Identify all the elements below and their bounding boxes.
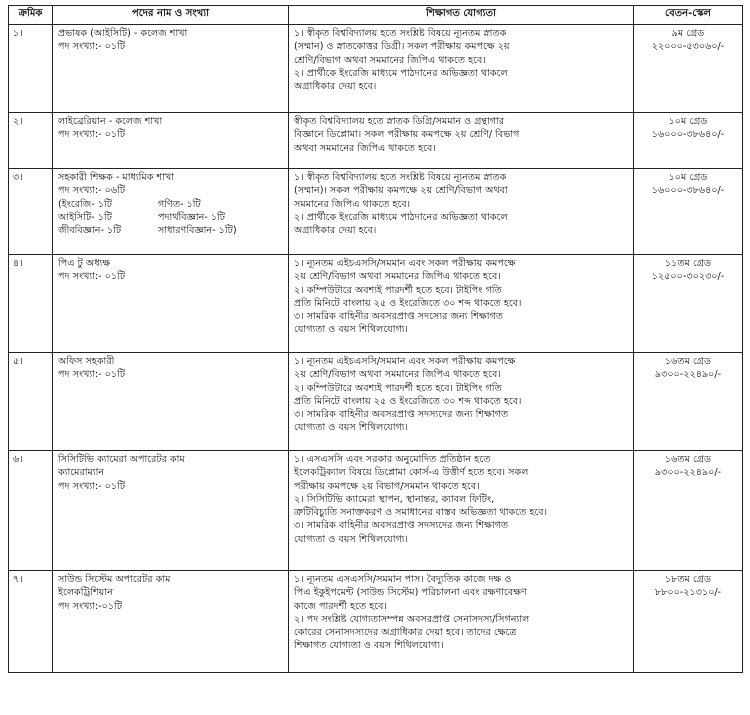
post-cell	[53, 169, 289, 255]
post-name: লাইব্রেরিয়ান - কলেজ শাখা	[58, 116, 163, 127]
pay-range: ১২৫০০-৩০২৩০/-	[651, 271, 725, 283]
qualification-line: ২য় শ্রেণি/বিভাগ অথবা সমমানের জিপিএ থাকতে হবে।	[294, 369, 501, 381]
pay-range: ৯৩০০-২২৪৯০/-	[654, 369, 722, 381]
subject-item: গণিত- ১টি	[158, 198, 201, 210]
table-row	[9, 571, 743, 673]
qualification-cell	[289, 451, 634, 571]
serial-cell: ৭।	[9, 571, 53, 673]
qualification-line: পরীক্ষায় কমপক্ষে ২য় বিভাগ/সমমান থাকতে হবে।	[294, 480, 480, 492]
subject-item: পদার্থবিজ্ঞান- ১টি	[158, 211, 226, 223]
qualification-line: ৩। সামরিক বাহিনীর অবসরপ্রাপ্ত সদস্যদের জন্য শিক্ষাগত	[294, 409, 509, 421]
qualification-line: স্বীকৃত বিশ্ববিদ্যালয় হতে স্নাতক ডিগ্রি/সমমান ও গ্রন্থাগার	[294, 116, 505, 127]
serial-cell: ৪।	[9, 255, 53, 353]
qualification-line: ইলেকট্রিক্যাল বিষয়ে ডিপ্লোমা কোর্স-এ উত্তীর্ণ হতে হবে। সকল	[294, 467, 529, 479]
serial-cell: ৩।	[9, 169, 53, 255]
job-circular-table	[8, 5, 743, 673]
post-count: পদ সংখ্যা:- ০১টি	[58, 480, 126, 492]
subject-item: আইসিটি- ১টি	[58, 211, 112, 223]
qualification-line: অগ্রাধিকার দেয়া হবে।	[294, 225, 377, 237]
table-row	[9, 255, 743, 353]
qualification-line: সমমানের জিপিএ থাকতে হবে।	[294, 198, 411, 210]
grade: ১০ম গ্রেড	[668, 116, 708, 127]
qualification-line: ১। স্বীকৃত বিশ্ববিদ্যালয় হতে সংশ্লিষ্ট বিষয়ে ন্যূনতম স্নাতক	[294, 172, 507, 183]
qualification-line: ১। ন্যূনতম এসএসসি/সমমান পাস। বৈদ্যুতিক কাজে দক্ষ ও	[294, 574, 512, 585]
header-qualification: শিক্ষাগত যোগ্যতা	[289, 6, 634, 25]
qualification-line: পিএ ইকুইপমেন্ট (সাউন্ড সিস্টেম) পরিচালনা এবং রক্ষণাবেক্ষণ	[294, 587, 527, 599]
qualification-line: ২। প্রার্থীকে ইংরেজি মাধ্যমে পাঠদানের অভিজ্ঞতা থাকলে	[294, 211, 508, 223]
qualification-cell	[289, 169, 634, 255]
qualification-line: যোগ্যতা ও বয়স শিথিলযোগ্য।	[294, 324, 408, 336]
subject-row	[58, 198, 283, 211]
qualification-line: ৩। সামরিক বাহিনীর অবসরপ্রাপ্ত সদস্যের জন্য শিক্ষাগত	[294, 311, 504, 323]
qualification-line: (সম্মান) ও স্নাতকোত্তর ডিগ্রী। সকল পরীক্ষায় কমপক্ষে ২য়	[294, 41, 510, 53]
subject-item: সাধারণবিজ্ঞান- ১টি)	[158, 225, 237, 237]
post-cell	[53, 571, 289, 673]
serial-cell: ২।	[9, 113, 53, 169]
scale-cell	[634, 571, 743, 673]
post-name: অফিস সহকারী	[58, 356, 115, 367]
post-cell	[53, 25, 289, 113]
subject-item: জীববিজ্ঞান- ১টি	[58, 225, 122, 237]
table-row	[9, 25, 743, 113]
qualification-line: বিজ্ঞানে ডিপ্লোমা। সকল পরীক্ষায় কমপক্ষে ২য় শ্রেণি/ বিভাগ	[294, 129, 520, 141]
qualification-line: শিক্ষাগত যোগ্যতা ও বয়স শিথিলযোগ্য।	[294, 640, 444, 652]
post-count: পদ সংখ্যা:- ০১টি	[58, 129, 126, 141]
table-body	[9, 25, 743, 673]
scale-cell	[634, 169, 743, 255]
qualification-line: যোগ্যতা ও বয়স শিথিলযোগ্য।	[294, 533, 408, 545]
qualification-line: (সম্মান)। সকল পরীক্ষায় কমপক্ষে ২য় শ্রেণি/বিভাগ অথবা	[294, 185, 508, 197]
header-post: পদের নাম ও সংখ্যা	[53, 6, 289, 25]
scale-cell	[634, 25, 743, 113]
table-header-row	[9, 6, 743, 25]
qualification-line: ১। এসএসসি এবং সরকার অনুমোদিত প্রতিষ্ঠান হতে	[294, 454, 491, 465]
qualification-line: ২। কম্পিউটারে অবশ্যই পারদর্শী হতে হবে। টাইপিং গতি	[294, 284, 502, 296]
scale-cell	[634, 113, 743, 169]
qualification-line: শ্রেণি/বিভাগ অথবা সমমানের জিপিএ থাকতে হবে।	[294, 54, 486, 66]
qualification-cell	[289, 255, 634, 353]
post-count: পদ সংখ্যা:- ০১টি	[58, 41, 126, 53]
qualification-line: প্রতি মিনিটে বাংলায় ২৫ ও ইংরেজিতে ৩০ শব্দ থাকতে হবে।	[294, 297, 522, 309]
scale-cell	[634, 255, 743, 353]
qualification-line: ২। কম্পিউটারে অবশ্যই পারদর্শী হতে হবে। টাইপিং গতি	[294, 382, 502, 394]
post-name: সাউন্ড সিস্টেম অপারেটর কাম	[58, 574, 171, 585]
post-name: সহকারী শিক্ষক - মাধ্যমিক শাখা	[58, 172, 175, 183]
header-scale: বেতন-স্কেল	[634, 6, 743, 25]
grade: ৯ম গ্রেড	[671, 28, 705, 39]
post-cell	[53, 255, 289, 353]
qualification-line: ২। প্রার্থীকে ইংরেজি মাধ্যমে পাঠদানের অভিজ্ঞতা থাকলে	[294, 67, 508, 79]
qualification-line: যোগ্যতা ও বয়স শিথিলযোগ্য।	[294, 422, 408, 434]
qualification-line: প্রতি মিনিটে বাংলায় ২৫ ও ইংরেজিতে ৩০ শব্দ থাকতে হবে।	[294, 395, 522, 407]
serial-cell: ৬।	[9, 451, 53, 571]
qualification-line: ১। স্বীকৃত বিশ্ববিদ্যালয় হতে সংশ্লিষ্ট বিষয়ে ন্যূনতম স্নাতক	[294, 28, 507, 39]
pay-range: ৯৩০০-২২৪৯০/-	[654, 467, 722, 479]
grade: ১১তম গ্রেড	[664, 258, 712, 269]
table-row	[9, 169, 743, 255]
qualification-line: অথবা সমমানের জিপিএ থাকতে হবে।	[294, 142, 436, 154]
qualification-cell	[289, 571, 634, 673]
qualification-line: ১। ন্যূনতম এইচএসসি/সমমান এবং সকল পরীক্ষায় কমপক্ষে	[294, 356, 516, 367]
qualification-line: কাজে পারদর্শী হতে হবে।	[294, 600, 387, 612]
qualification-line: অগ্রাধিকার দেয়া হবে।	[294, 81, 377, 93]
table-row	[9, 451, 743, 571]
post-name: প্রভাষক (আইসিটি) - কলেজ শাখা	[58, 28, 188, 39]
pay-range: ২২০০০-৫৩০৬০/-	[651, 41, 725, 53]
pay-range: ১৬০০০-৩৮৬৪০/-	[651, 185, 725, 197]
subject-row	[58, 211, 283, 224]
qualification-line: ২। পদ সংশ্লিষ্ট যোগ্যতাসম্পন্ন অবসরপ্রাপ্ত সেনাসদস্য/সিগন্যাল	[294, 613, 530, 625]
qualification-cell	[289, 25, 634, 113]
post-count: পদ সংখ্যা:-০১টি	[58, 600, 123, 612]
post-cell	[53, 353, 289, 451]
grade: ১৬তম গ্রেড	[664, 454, 712, 465]
grade: ১০ম গ্রেড	[668, 172, 708, 183]
qualification-line: ২। সিসিটিভি ক্যামেরা স্থাপন, স্থানান্তর, ক্যাবল ফিটিং,	[294, 493, 495, 505]
post-cell	[53, 113, 289, 169]
post-cell	[53, 451, 289, 571]
pay-range: ১৬০০০-৩৮৬৪০/-	[651, 129, 725, 141]
qualification-cell	[289, 113, 634, 169]
header-serial: ক্রমিক	[9, 6, 53, 25]
qualification-line: ১। ন্যূনতম এইচএসসি/সমমান এবং সকল পরীক্ষায় কমপক্ষে	[294, 258, 516, 269]
job-circular-table-wrapper	[8, 5, 743, 673]
subject-row	[58, 224, 283, 237]
qualification-line: ৩। সামরিক বাহিনীর অবসরপ্রাপ্ত সদস্যদের জন্য শিক্ষাগত	[294, 520, 509, 532]
serial-cell: ৫।	[9, 353, 53, 451]
scale-cell	[634, 353, 743, 451]
table-row	[9, 353, 743, 451]
subject-item: (ইংরেজি- ১টি	[58, 198, 113, 210]
qualification-line: কোরের সেনাসদস্যদের অগ্রাধিকার দেয়া হবে। তাদের ক্ষেত্রে	[294, 627, 517, 639]
grade: ১৬তম গ্রেড	[664, 356, 712, 367]
post-name: সিসিটিভি ক্যামেরা অপারেটর কাম	[58, 454, 185, 465]
post-name: ক্যামেরাম্যান	[58, 467, 105, 479]
post-name: পিএ টু অধ্যক্ষ	[58, 258, 111, 269]
post-count: পদ সংখ্যা:- ০১টি	[58, 271, 126, 283]
pay-range: ৮৮০০-২১৩১০/-	[654, 587, 722, 599]
table-row	[9, 113, 743, 169]
qualification-line: ২য় শ্রেণি/বিভাগ অথবা সমমানের জিপিএ থাকতে হবে।	[294, 271, 501, 283]
qualification-cell	[289, 353, 634, 451]
qualification-line: ত্রুটিবিচ্যুতি সনাক্তকরণ ও সমাধানের বাস্তব অভিজ্ঞতা থাকতে হবে।	[294, 507, 547, 519]
post-name: ইলেকট্রিশিয়ান	[58, 587, 113, 599]
scale-cell	[634, 451, 743, 571]
post-count: পদ সংখ্যা:- ০৬টি	[58, 185, 126, 197]
serial-cell: ১।	[9, 25, 53, 113]
grade: ১৮তম গ্রেড	[664, 574, 712, 585]
post-count: পদ সংখ্যা:- ০১টি	[58, 369, 126, 381]
